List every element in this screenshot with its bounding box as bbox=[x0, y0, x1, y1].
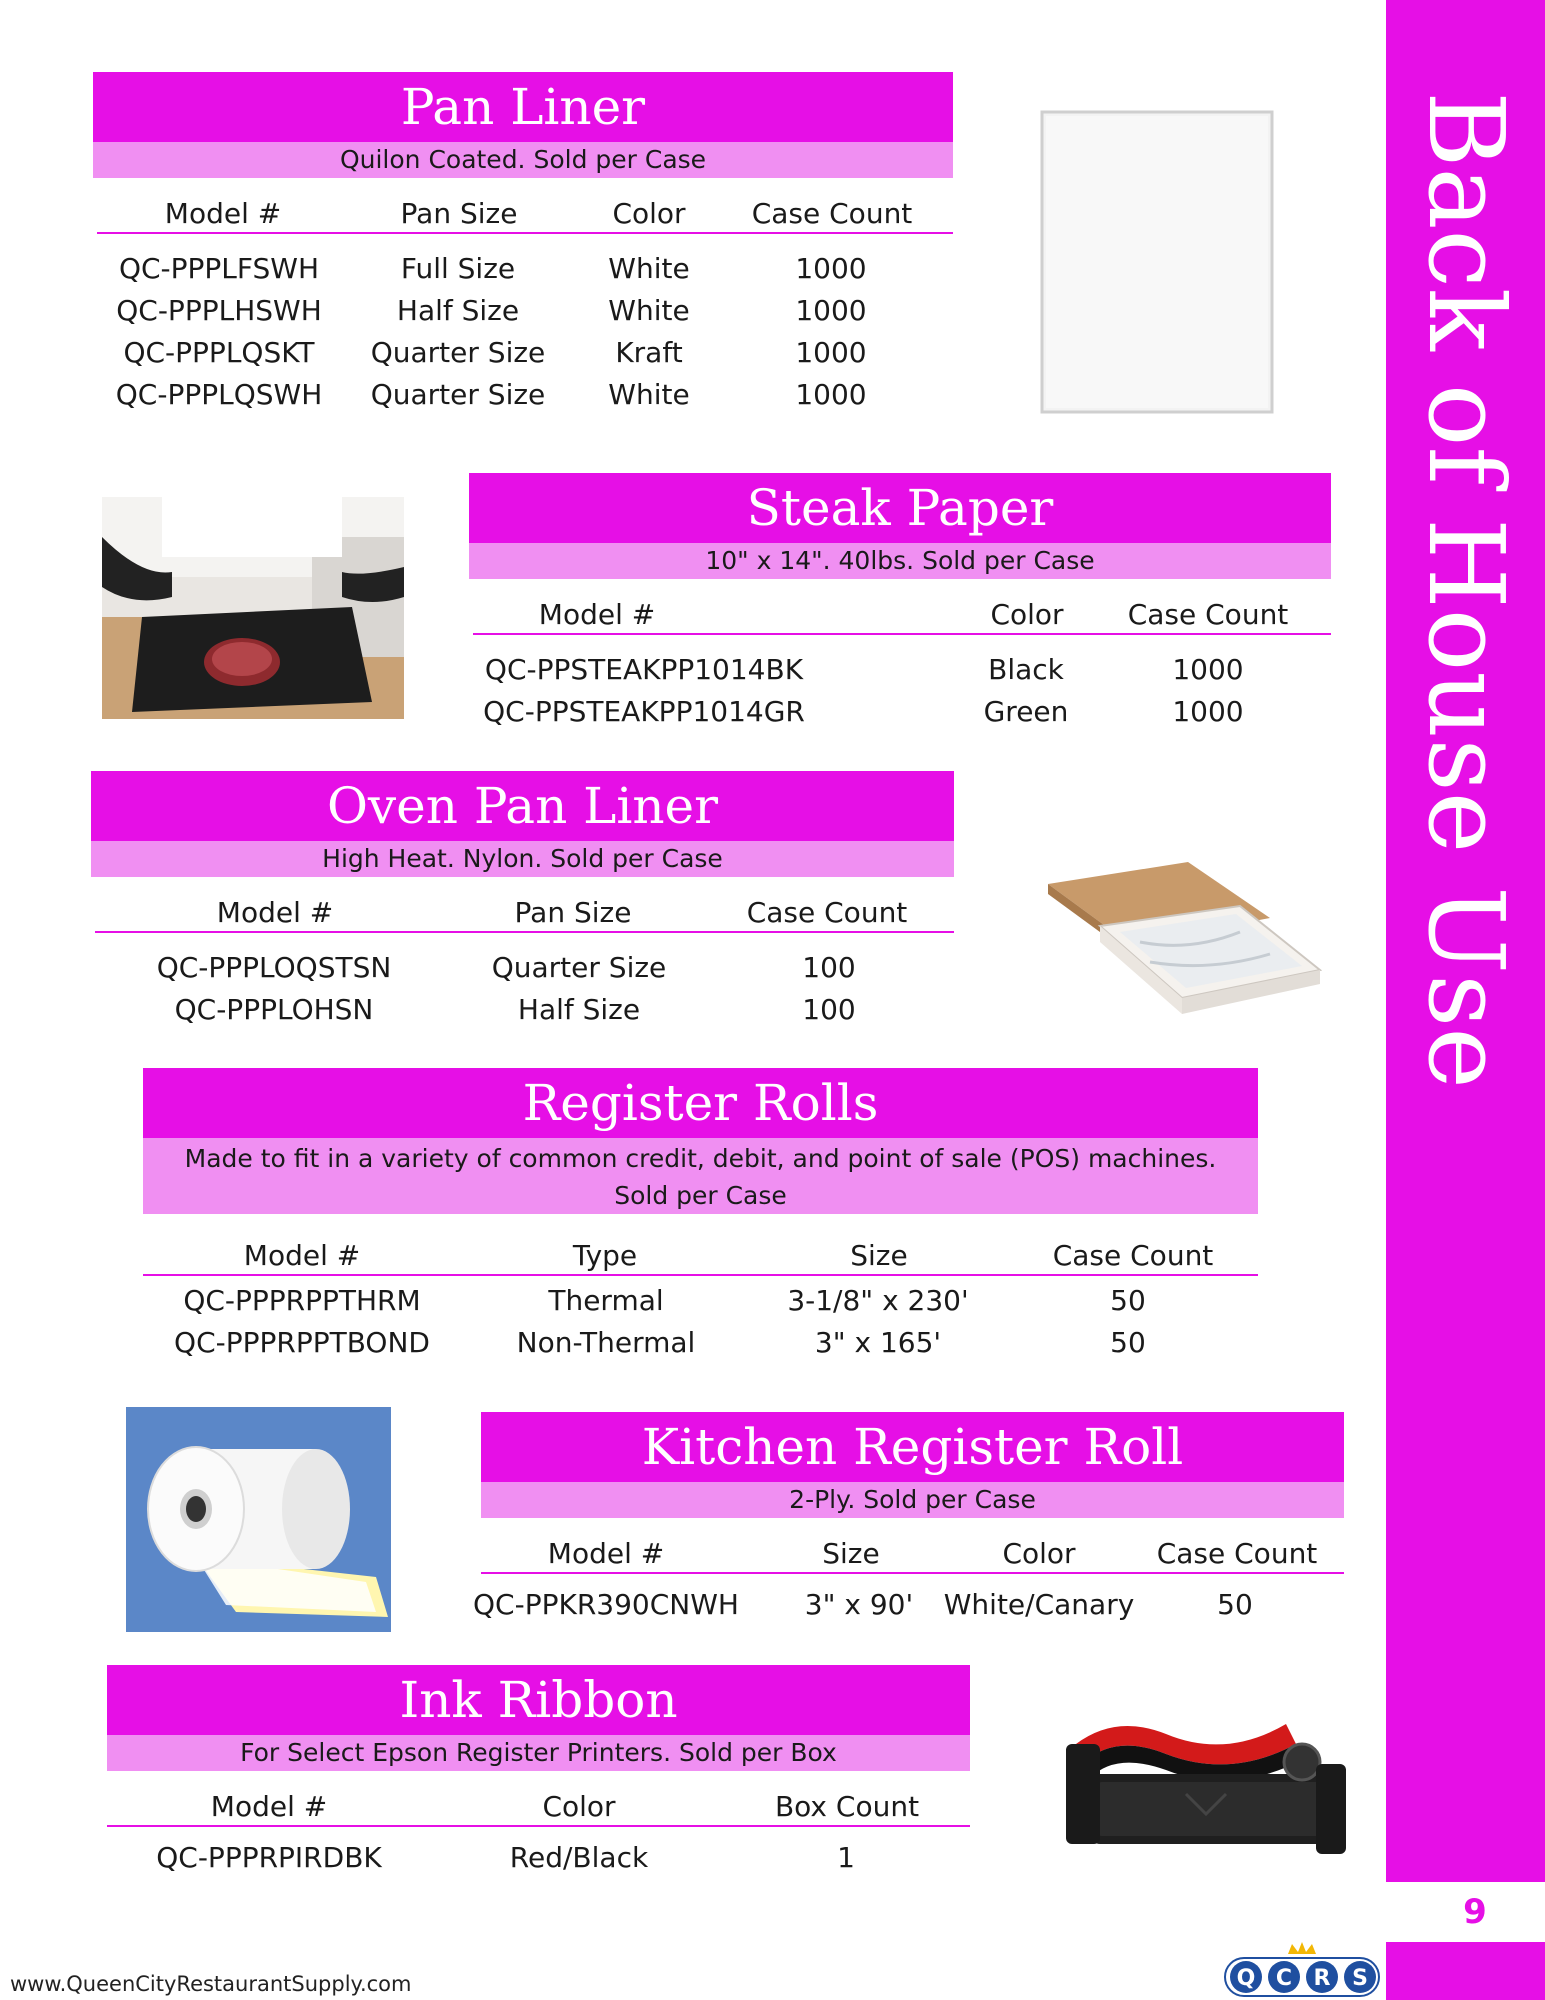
size-cell: 3" x 165' bbox=[814, 1326, 942, 1359]
size-cell: 3" x 90' bbox=[804, 1588, 914, 1621]
register-rolls-table-body bbox=[143, 1284, 1258, 1368]
table-row bbox=[469, 695, 1331, 737]
ink-ribbon-section bbox=[107, 1665, 970, 1883]
case-count-cell: 1000 bbox=[795, 378, 867, 411]
header-size: Size bbox=[850, 1239, 908, 1272]
pan-liner-title: Pan Liner bbox=[93, 72, 953, 142]
header-model: Model # bbox=[210, 1790, 328, 1823]
steak-paper-section bbox=[469, 473, 1331, 737]
kitchen-register-roll-title: Kitchen Register Roll bbox=[481, 1412, 1344, 1482]
ink-ribbon-title: Ink Ribbon bbox=[107, 1665, 970, 1735]
model-cell: QC-PPPLQSWH bbox=[115, 378, 323, 411]
model-cell: QC-PPKR390CNWH bbox=[473, 1588, 739, 1621]
case-count-cell: 1000 bbox=[795, 294, 867, 327]
color-cell: Kraft bbox=[615, 336, 683, 369]
oven-pan-liner-table-body bbox=[91, 951, 954, 1035]
model-cell: QC-PPPLFSWH bbox=[118, 252, 320, 285]
ink-ribbon-image bbox=[1056, 1704, 1356, 1884]
header-color: Color bbox=[1002, 1537, 1076, 1570]
box-count-cell: 1 bbox=[837, 1841, 855, 1874]
color-cell: Red/Black bbox=[509, 1841, 649, 1874]
header-model: Model # bbox=[547, 1537, 665, 1570]
model-cell: QC-PPSTEAKPP1014GR bbox=[483, 695, 805, 728]
pan-size-cell: Half Size bbox=[517, 993, 641, 1026]
header-box-count: Box Count bbox=[774, 1790, 920, 1823]
header-size: Size bbox=[822, 1537, 880, 1570]
case-count-cell: 100 bbox=[802, 951, 856, 984]
svg-text:R: R bbox=[1313, 1966, 1331, 1991]
model-cell: QC-PPPLOQSTSN bbox=[156, 951, 392, 984]
kitchen-register-roll-table-header bbox=[481, 1532, 1344, 1574]
kitchen-register-roll-section bbox=[473, 1412, 1344, 1630]
header-model: Model # bbox=[538, 598, 656, 631]
table-row bbox=[469, 653, 1331, 695]
table-row bbox=[143, 1284, 1258, 1326]
footer-url[interactable]: www.QueenCityRestaurantSupply.com bbox=[10, 1972, 412, 1996]
header-type: Type bbox=[572, 1239, 638, 1272]
model-cell: QC-PPPLHSWH bbox=[116, 294, 322, 327]
steak-paper-title: Steak Paper bbox=[469, 473, 1331, 543]
table-row bbox=[93, 294, 953, 336]
table-row bbox=[93, 252, 953, 294]
qcrs-logo bbox=[1222, 1942, 1382, 1998]
color-cell: White/Canary bbox=[943, 1588, 1135, 1621]
pan-liner-section bbox=[93, 72, 953, 420]
case-count-cell: 100 bbox=[802, 993, 856, 1026]
oven-pan-liner-section bbox=[91, 771, 954, 1035]
model-cell: QC-PPPRPPTBOND bbox=[174, 1326, 430, 1359]
header-color: Color bbox=[990, 598, 1064, 631]
size-cell: 3-1/8" x 230' bbox=[787, 1284, 969, 1317]
case-count-cell: 50 bbox=[1110, 1326, 1146, 1359]
register-rolls-subtitle-line2: Sold per Case bbox=[614, 1181, 787, 1210]
color-cell: White bbox=[608, 378, 690, 411]
steak-paper-image bbox=[102, 497, 404, 719]
type-cell: Thermal bbox=[548, 1284, 664, 1317]
case-count-cell: 50 bbox=[1217, 1588, 1253, 1621]
header-model: Model # bbox=[243, 1239, 361, 1272]
header-case-count: Case Count bbox=[746, 896, 908, 929]
pan-liner-image bbox=[1040, 110, 1276, 416]
ink-ribbon-subtitle: For Select Epson Register Printers. Sold per Box bbox=[107, 1735, 970, 1771]
case-count-cell: 1000 bbox=[1172, 695, 1244, 728]
ink-ribbon-table-body bbox=[107, 1841, 970, 1883]
pan-liner-subtitle: Quilon Coated. Sold per Case bbox=[93, 142, 953, 178]
model-cell: QC-PPPRPPTHRM bbox=[183, 1284, 421, 1317]
header-color: Color bbox=[542, 1790, 616, 1823]
steak-paper-table-body bbox=[469, 653, 1331, 737]
header-case-count: Case Count bbox=[1127, 598, 1289, 631]
table-row bbox=[143, 1326, 1258, 1368]
color-cell: White bbox=[608, 252, 690, 285]
svg-text:S: S bbox=[1352, 1966, 1368, 1991]
register-rolls-subtitle bbox=[143, 1138, 1258, 1214]
sidebar-title: Back of House Use bbox=[1405, 91, 1527, 1089]
table-row bbox=[91, 993, 954, 1035]
kitchen-register-roll-subtitle: 2-Ply. Sold per Case bbox=[481, 1482, 1344, 1518]
color-cell: White bbox=[608, 294, 690, 327]
oven-pan-liner-subtitle: High Heat. Nylon. Sold per Case bbox=[91, 841, 954, 877]
pan-size-cell: Quarter Size bbox=[370, 378, 546, 411]
bottom-band bbox=[1386, 1942, 1545, 2000]
register-rolls-subtitle-line1: Made to fit in a variety of common credit, debit, and point of sale (POS) machines. bbox=[184, 1144, 1217, 1173]
case-count-cell: 1000 bbox=[795, 336, 867, 369]
page-number: 9 bbox=[1463, 1892, 1487, 1932]
oven-pan-liner-table-header bbox=[95, 891, 954, 933]
register-rolls-title: Register Rolls bbox=[143, 1068, 1258, 1138]
type-cell: Non-Thermal bbox=[516, 1326, 696, 1359]
ink-ribbon-table-header bbox=[107, 1785, 970, 1827]
pan-size-cell: Quarter Size bbox=[370, 336, 546, 369]
model-cell: QC-PPPRPIRDBK bbox=[156, 1841, 382, 1874]
header-model: Model # bbox=[216, 896, 334, 929]
svg-text:C: C bbox=[1275, 1966, 1293, 1991]
kitchen-register-roll-image bbox=[126, 1407, 391, 1632]
table-row bbox=[93, 336, 953, 378]
header-case-count: Case Count bbox=[751, 197, 913, 230]
model-cell: QC-PPPLQSKT bbox=[123, 336, 315, 369]
register-rolls-section bbox=[143, 1068, 1258, 1368]
svg-text:Q: Q bbox=[1236, 1966, 1256, 1991]
pan-size-cell: Full Size bbox=[400, 252, 516, 285]
steak-paper-subtitle: 10" x 14". 40lbs. Sold per Case bbox=[469, 543, 1331, 579]
case-count-cell: 1000 bbox=[795, 252, 867, 285]
oven-pan-liner-title: Oven Pan Liner bbox=[91, 771, 954, 841]
color-cell: Green bbox=[983, 695, 1069, 728]
model-cell: QC-PPSTEAKPP1014BK bbox=[484, 653, 804, 686]
table-row bbox=[91, 951, 954, 993]
header-model: Model # bbox=[164, 197, 282, 230]
table-row bbox=[107, 1841, 970, 1883]
steak-paper-table-header bbox=[473, 593, 1331, 635]
register-rolls-table-header bbox=[143, 1234, 1258, 1276]
kitchen-register-roll-table-body bbox=[473, 1588, 1344, 1630]
pan-liner-table-header bbox=[97, 192, 953, 234]
header-case-count: Case Count bbox=[1052, 1239, 1214, 1272]
pan-size-cell: Half Size bbox=[396, 294, 520, 327]
pan-liner-table-body bbox=[93, 252, 953, 420]
case-count-cell: 1000 bbox=[1172, 653, 1244, 686]
case-count-cell: 50 bbox=[1110, 1284, 1146, 1317]
pan-size-cell: Quarter Size bbox=[491, 951, 667, 984]
model-cell: QC-PPPLOHSN bbox=[174, 993, 374, 1026]
table-row bbox=[93, 378, 953, 420]
header-pan-size: Pan Size bbox=[400, 197, 518, 230]
header-pan-size: Pan Size bbox=[514, 896, 632, 929]
table-row bbox=[473, 1588, 1344, 1630]
color-cell: Black bbox=[988, 653, 1064, 686]
oven-pan-liner-image bbox=[1040, 862, 1322, 1040]
header-case-count: Case Count bbox=[1156, 1537, 1318, 1570]
header-color: Color bbox=[612, 197, 686, 230]
